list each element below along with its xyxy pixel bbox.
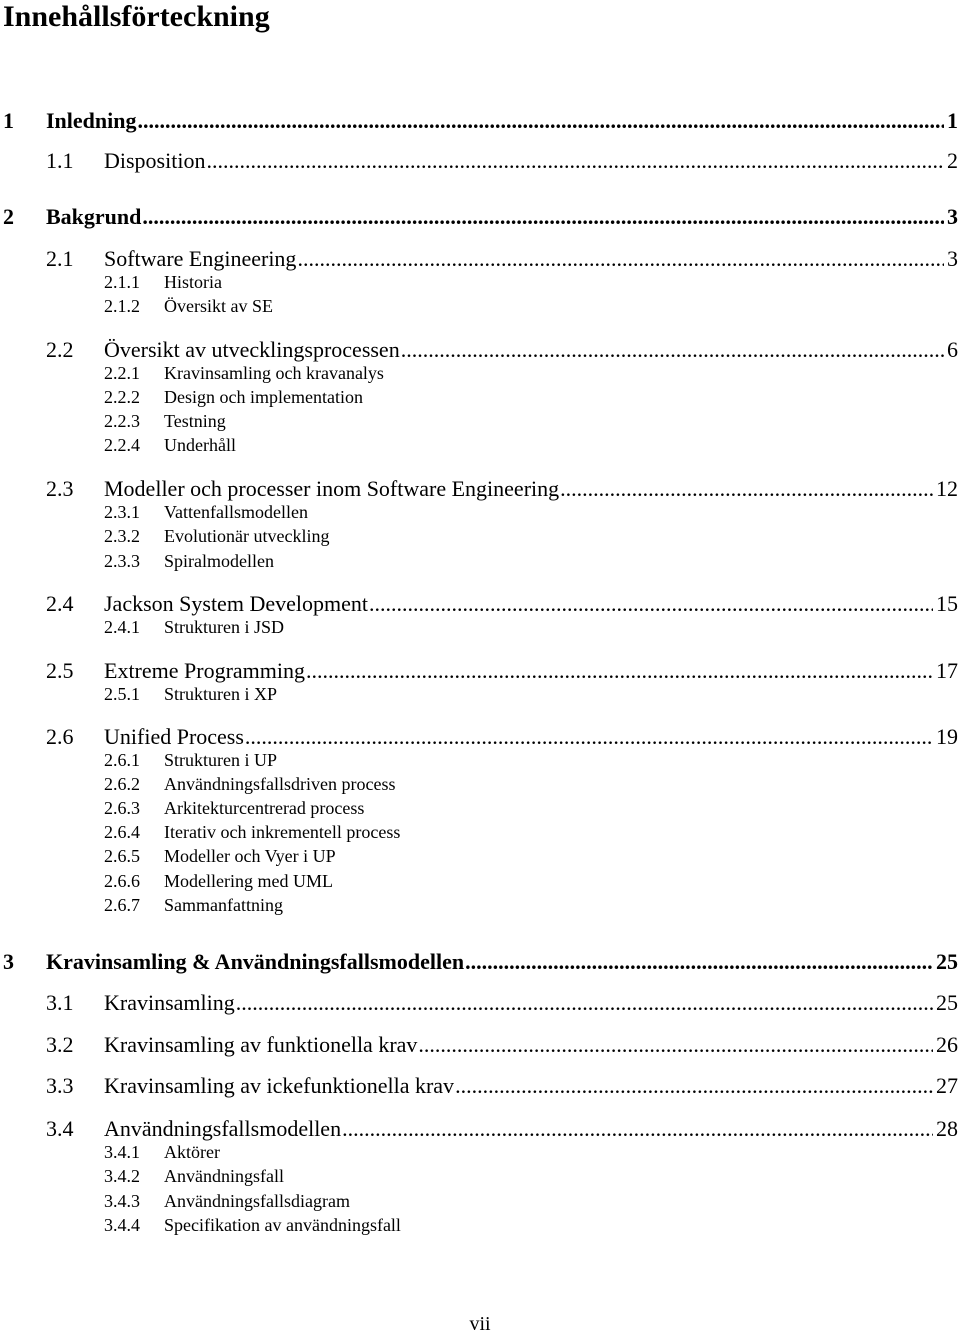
- toc-subsection[interactable]: [0, 1215, 960, 1239]
- page-number: vii: [469, 1313, 491, 1335]
- toc-title: Strukturen i UP: [164, 750, 278, 770]
- toc-number: 2.6.6: [104, 871, 140, 891]
- toc-title: Kravinsamling och kravanalys: [164, 363, 384, 383]
- toc-number: 2.4: [46, 591, 74, 616]
- toc-number: 2.3: [46, 476, 74, 501]
- toc-number: 2.2.3: [104, 411, 140, 431]
- toc-number: 2.6.5: [104, 846, 140, 866]
- toc-subsection[interactable]: [0, 846, 960, 870]
- toc-chapter[interactable]: [0, 204, 960, 232]
- toc-number: 2.3.1: [104, 502, 140, 522]
- toc-title: Modeller och processer inom Software Engineering: [104, 476, 560, 501]
- dot-leader: [342, 1116, 933, 1142]
- toc-subsection[interactable]: [0, 1166, 960, 1190]
- dot-leader: [306, 658, 933, 684]
- toc-number: 2.6.3: [104, 798, 140, 818]
- toc-number: 2.5: [46, 658, 74, 683]
- toc-subsection[interactable]: [0, 363, 960, 387]
- toc-title: Modellering med UML: [164, 871, 333, 891]
- toc-title: Underhåll: [164, 435, 236, 455]
- toc-number: 2.3.2: [104, 526, 140, 546]
- toc-number: 1.1: [46, 148, 74, 173]
- toc-subsection[interactable]: [0, 272, 960, 296]
- toc-title: Kravinsamling av ickefunktionella krav: [104, 1073, 455, 1098]
- toc-title: Vattenfallsmodellen: [164, 502, 308, 522]
- toc-number: 2.4.1: [104, 617, 140, 637]
- dot-leader: [138, 108, 945, 134]
- dot-leader: [455, 1073, 933, 1099]
- toc-section[interactable]: [0, 337, 960, 365]
- toc-subsection[interactable]: [0, 822, 960, 846]
- toc-section[interactable]: [0, 1116, 960, 1144]
- toc-page-number: 6: [947, 337, 958, 362]
- dot-leader: [369, 591, 933, 617]
- toc-number: 2.2.2: [104, 387, 140, 407]
- toc-number: 2: [3, 204, 14, 229]
- toc-number: 2.6: [46, 724, 74, 749]
- toc-title: Design och implementation: [164, 387, 363, 407]
- toc-section[interactable]: [0, 658, 960, 686]
- toc-section[interactable]: [0, 148, 960, 176]
- toc-section[interactable]: [0, 990, 960, 1018]
- toc-subsection[interactable]: [0, 895, 960, 919]
- toc-title: Kravinsamling: [104, 990, 235, 1015]
- toc-subsection[interactable]: [0, 502, 960, 526]
- toc-title: Extreme Programming: [104, 658, 306, 683]
- toc-title: Disposition: [104, 148, 206, 173]
- toc-section[interactable]: [0, 246, 960, 274]
- toc-section[interactable]: [0, 1032, 960, 1060]
- dot-leader: [206, 148, 944, 174]
- toc-title: Spiralmodellen: [164, 551, 274, 571]
- toc-subsection[interactable]: [0, 774, 960, 798]
- toc-title: Historia: [164, 272, 222, 292]
- toc-number: 2.2.1: [104, 363, 140, 383]
- toc-page-number: 17: [936, 658, 958, 683]
- dot-leader: [418, 1032, 933, 1058]
- toc-chapter[interactable]: [0, 108, 960, 136]
- toc-title: Användningsfallsdiagram: [164, 1191, 350, 1211]
- toc-section[interactable]: [0, 476, 960, 504]
- dot-leader: [401, 337, 944, 363]
- toc-number: 2.3.3: [104, 551, 140, 571]
- toc-number: 3.4.2: [104, 1166, 140, 1186]
- toc-number: 2.6.4: [104, 822, 140, 842]
- toc-subsection[interactable]: [0, 871, 960, 895]
- toc-number: 2.5.1: [104, 684, 140, 704]
- toc-title: Unified Process: [104, 724, 244, 749]
- toc-page-number: 27: [936, 1073, 958, 1098]
- toc-title: Strukturen i JSD: [164, 617, 285, 637]
- toc-number: 3.4.3: [104, 1191, 140, 1211]
- toc-subsection[interactable]: [0, 435, 960, 459]
- toc-number: 2.6.1: [104, 750, 140, 770]
- toc-title: Jackson System Development: [104, 591, 368, 616]
- toc-page-number: 3: [947, 204, 958, 229]
- toc-subsection[interactable]: [0, 551, 960, 575]
- dot-leader: [297, 246, 944, 272]
- toc-page-number: 25: [936, 949, 958, 974]
- toc-title: Evolutionär utveckling: [164, 526, 330, 546]
- toc-title: Modeller och Vyer i UP: [164, 846, 336, 866]
- toc-chapter[interactable]: [0, 949, 960, 977]
- toc-subsection[interactable]: [0, 798, 960, 822]
- toc-page-number: 19: [936, 724, 958, 749]
- toc-number: 3.4: [46, 1116, 74, 1141]
- toc-title: Aktörer: [164, 1142, 220, 1162]
- toc-number: 2.2.4: [104, 435, 140, 455]
- toc-page-number: 12: [936, 476, 958, 501]
- toc-title: Användningsfallsmodellen: [104, 1116, 342, 1141]
- toc-number: 3: [3, 949, 14, 974]
- toc-page-number: 2: [947, 148, 958, 173]
- toc-page-number: 1: [947, 108, 958, 133]
- toc-subsection[interactable]: [0, 387, 960, 411]
- dot-leader: [465, 949, 933, 975]
- toc-title: Sammanfattning: [164, 895, 283, 915]
- toc-number: 3.4.1: [104, 1142, 140, 1162]
- toc-number: 2.6.2: [104, 774, 140, 794]
- toc-number: 3.3: [46, 1073, 74, 1098]
- toc-page-number: 3: [947, 246, 958, 271]
- toc-subsection[interactable]: [0, 617, 960, 641]
- dot-leader: [560, 476, 933, 502]
- page-title: Innehållsförteckning: [3, 0, 270, 33]
- toc-title: Inledning: [46, 108, 137, 133]
- toc-subsection[interactable]: [0, 526, 960, 550]
- toc-subsection[interactable]: [0, 750, 960, 774]
- toc-number: 2.1.2: [104, 296, 140, 316]
- toc-subsection[interactable]: [0, 684, 960, 708]
- toc-page-number: 25: [936, 990, 958, 1015]
- toc-page-number: 15: [936, 591, 958, 616]
- toc-number: 3.2: [46, 1032, 74, 1057]
- toc-title: Iterativ och inkrementell process: [164, 822, 401, 842]
- toc-number: 2.1.1: [104, 272, 140, 292]
- toc-title: Användningsfall: [164, 1166, 284, 1186]
- toc-subsection[interactable]: [0, 1142, 960, 1166]
- dot-leader: [245, 724, 933, 750]
- dot-leader: [236, 990, 933, 1016]
- toc-subsection[interactable]: [0, 296, 960, 320]
- toc-subsection[interactable]: [0, 1191, 960, 1215]
- toc-title: Översikt av utvecklingsprocessen: [104, 337, 400, 362]
- toc-page-number: 28: [936, 1116, 958, 1141]
- dot-leader: [142, 204, 944, 230]
- toc-title: Software Engineering: [104, 246, 297, 271]
- toc-number: 1: [3, 108, 14, 133]
- toc-number: 2.2: [46, 337, 74, 362]
- toc-title: Kravinsamling & Användningsfallsmodellen: [46, 949, 465, 974]
- toc-title: Strukturen i XP: [164, 684, 278, 704]
- toc-section[interactable]: [0, 724, 960, 752]
- toc-page-number: 26: [936, 1032, 958, 1057]
- toc-title: Kravinsamling av funktionella krav: [104, 1032, 418, 1057]
- toc-number: 2.1: [46, 246, 74, 271]
- toc-section[interactable]: [0, 591, 960, 619]
- toc-number: 3.1: [46, 990, 74, 1015]
- toc-number: 2.6.7: [104, 895, 140, 915]
- toc-section[interactable]: [0, 1073, 960, 1101]
- toc-title: Testning: [164, 411, 226, 431]
- toc-title: Arkitekturcentrerad process: [164, 798, 365, 818]
- toc-title: Översikt av SE: [164, 296, 273, 316]
- toc-title: Specifikation av användningsfall: [164, 1215, 401, 1235]
- toc-title: Användningsfallsdriven process: [164, 774, 396, 794]
- toc-subsection[interactable]: [0, 411, 960, 435]
- toc-number: 3.4.4: [104, 1215, 140, 1235]
- toc-title: Bakgrund: [46, 204, 142, 229]
